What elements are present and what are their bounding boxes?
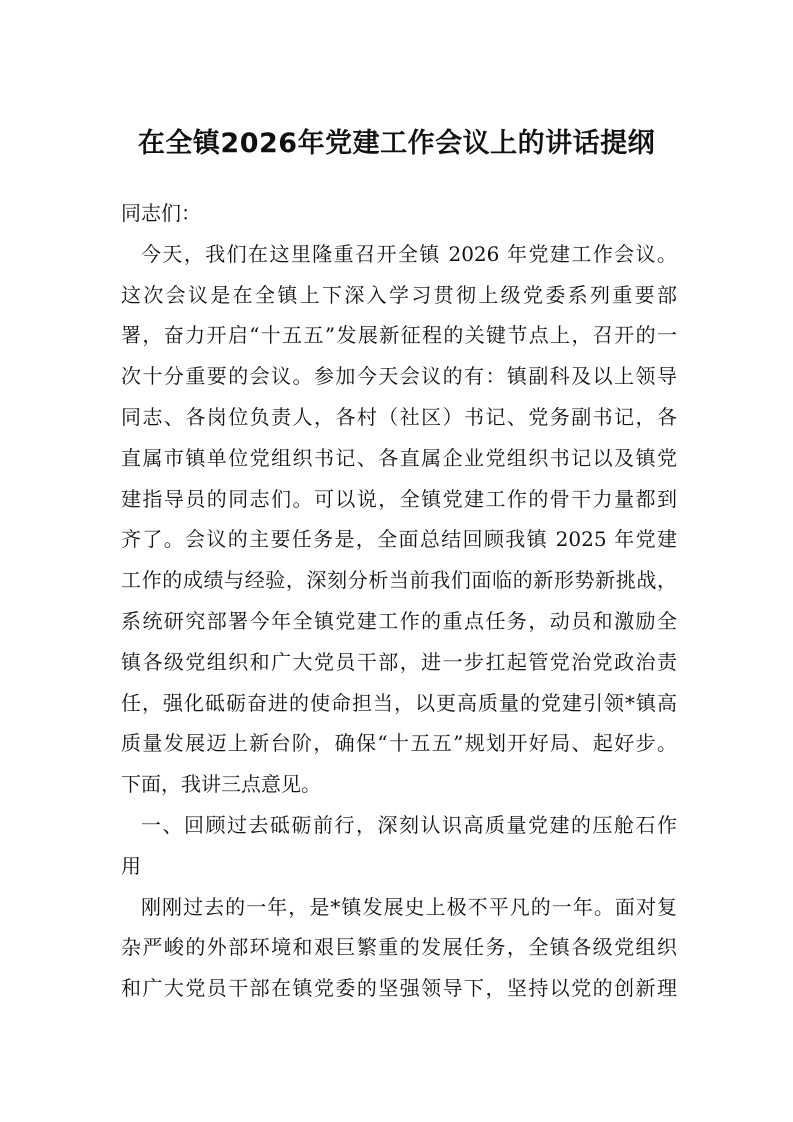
body-line: 工作的成绩与经验，深刻分析当前我们面临的新形势新挑战， — [121, 568, 677, 593]
section-heading-line: 用 — [121, 853, 141, 878]
section-heading-line: 一、回顾过去砥砺前行，深刻认识高质量党建的压舱石作 — [141, 812, 677, 837]
body-line: 齐了。会议的主要任务是，全面总结回顾我镇 2025 年党建 — [121, 527, 677, 552]
body-line: 建指导员的同志们。可以说，全镇党建工作的骨干力量都到 — [121, 486, 677, 511]
body-line: 署，奋力开启“十五五”发展新征程的关键节点上，召开的一 — [121, 323, 677, 348]
body-line: 质量发展迈上新台阶，确保“十五五”规划开好局、起好步。 — [121, 731, 677, 756]
salutation-line: 同志们： — [121, 201, 201, 225]
body-line: 镇各级党组织和广大党员干部，进一步扛起管党治党政治责 — [121, 649, 677, 674]
body-line: 今天，我们在这里隆重召开全镇 2026 年党建工作会议。 — [141, 241, 677, 266]
body-line: 刚刚过去的一年，是*镇发展史上极不平凡的一年。面对复 — [141, 894, 677, 919]
document-title: 在全镇2026年党建工作会议上的讲话提纲 — [137, 128, 656, 159]
body-line: 系统研究部署今年全镇党建工作的重点任务，动员和激励全 — [121, 608, 677, 633]
body-line: 杂严峻的外部环境和艰巨繁重的发展任务，全镇各级党组织 — [121, 935, 677, 960]
body-line: 这次会议是在全镇上下深入学习贯彻上级党委系列重要部 — [121, 282, 677, 307]
document-body — [121, 193, 677, 1009]
body-line: 次十分重要的会议。参加今天会议的有：镇副科及以上领导 — [121, 364, 677, 389]
body-line: 任，强化砥砺奋进的使命担当，以更高质量的党建引领*镇高 — [121, 690, 677, 715]
body-line: 和广大党员干部在镇党委的坚强领导下，坚持以党的创新理 — [121, 976, 677, 1001]
body-line: 同志、各岗位负责人，各村（社区）书记、党务副书记，各 — [121, 404, 677, 429]
body-line: 直属市镇单位党组织书记、各直属企业党组织书记以及镇党 — [121, 445, 677, 470]
body-line: 下面，我讲三点意见。 — [121, 772, 321, 797]
